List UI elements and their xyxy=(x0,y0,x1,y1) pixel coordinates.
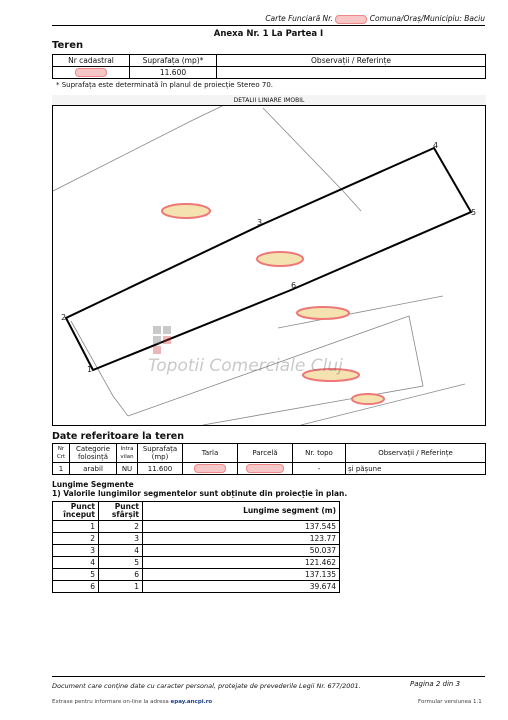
parcel-map xyxy=(52,95,486,426)
col-observatii-teren: Observații / Referințe xyxy=(346,444,486,463)
header-line xyxy=(200,14,485,24)
col-tarla: Tarla xyxy=(183,444,238,463)
neighbor-boundary xyxy=(71,321,128,416)
header-suffix: Comuna/Oraș/Municipiu: Baciu xyxy=(369,14,485,23)
point-label-2: 2 xyxy=(61,313,67,322)
watermark xyxy=(148,326,343,376)
cell-length: 39.674 xyxy=(143,581,340,593)
cell-length: 137.545 xyxy=(143,521,340,533)
table-row xyxy=(53,533,340,545)
teren-heading: Teren xyxy=(52,40,84,51)
neighbor-boundary xyxy=(53,96,243,191)
teren-table xyxy=(52,54,486,79)
col-parcela: Parcelă xyxy=(238,444,293,463)
cell-observatii-row: și pășune xyxy=(346,463,486,475)
cell-nr-cadastral xyxy=(53,67,130,79)
watermark-block xyxy=(153,326,161,334)
cell-suprafata: 11.600 xyxy=(130,67,217,79)
watermark-text: Topotii Comerciale Cluj xyxy=(148,356,343,376)
cell-length: 137.135 xyxy=(143,569,340,581)
cell-end: 4 xyxy=(99,545,143,557)
cell-suprafata-mp: 11.600 xyxy=(138,463,183,475)
col-categorie: Categorie folosință xyxy=(70,444,117,463)
footer-extract-link[interactable]: epay.ancpi.ro xyxy=(170,699,213,705)
cell-end: 6 xyxy=(99,569,143,581)
redacted-cadastral xyxy=(75,68,107,77)
cell-end: 3 xyxy=(99,533,143,545)
col-observatii: Observații / Referințe xyxy=(217,55,486,67)
cell-start: 6 xyxy=(53,581,99,593)
parcel-map-svg xyxy=(53,96,485,425)
cell-start: 5 xyxy=(53,569,99,581)
annex-title: Anexa Nr. 1 La Partea I xyxy=(213,29,324,39)
header-divider xyxy=(52,25,485,26)
lungime-subheading: 1) Valorile lungimilor segmentelor sunt obținute din proiecție în plan. xyxy=(52,489,348,498)
cell-end: 2 xyxy=(99,521,143,533)
table-row xyxy=(53,569,340,581)
cell-end: 1 xyxy=(99,581,143,593)
watermark-block xyxy=(163,326,171,334)
point-label-1: 1 xyxy=(87,365,93,374)
cell-length: 123.77 xyxy=(143,533,340,545)
redacted-tarla xyxy=(194,464,226,473)
cell-intravilan: NU xyxy=(117,463,138,475)
cell-length: 50.037 xyxy=(143,545,340,557)
cell-observatii xyxy=(217,67,486,79)
watermark-block xyxy=(153,336,161,344)
footer-form-version: Formular versiunea 1.1 xyxy=(418,699,482,705)
page-number: Pagina 2 din 3 xyxy=(410,680,461,688)
cell-start: 4 xyxy=(53,557,99,569)
table-row xyxy=(53,521,340,533)
col-nr-topo: Nr. topo xyxy=(293,444,346,463)
point-label-5: 5 xyxy=(471,208,477,217)
neighbor-boundary xyxy=(301,384,465,425)
cell-start: 3 xyxy=(53,545,99,557)
footer-legal: Document care conține date cu caracter personal, protejate de prevederile Legii Nr. 677/2001. xyxy=(52,682,361,690)
col-punct-inceput: Punct început xyxy=(53,502,99,521)
date-teren-heading: Date referitoare la teren xyxy=(52,431,184,442)
redacted-label xyxy=(257,252,303,266)
footer-extract xyxy=(52,699,212,705)
footer-extract-prefix: Extrase pentru informare on-line la adresa xyxy=(52,699,169,705)
redacted-label xyxy=(352,394,384,404)
neighbor-boundary xyxy=(263,108,361,211)
cell-parcela xyxy=(238,463,293,475)
cell-length: 121.462 xyxy=(143,557,340,569)
header-prefix: Carte Funciară Nr. xyxy=(265,14,333,23)
redacted-cf-number xyxy=(335,15,367,24)
col-punct-sfarsit: Punct sfârșit xyxy=(99,502,143,521)
col-suprafata-mp: Suprafața (mp) xyxy=(138,444,183,463)
watermark-block xyxy=(153,346,161,354)
table-row xyxy=(53,463,486,475)
map-title: DETALII LINIARE IMOBIL xyxy=(52,95,486,106)
cell-end: 5 xyxy=(99,557,143,569)
col-nr-crt: Nr Crt xyxy=(53,444,70,463)
footer-divider xyxy=(52,676,485,677)
col-nr-cadastral: Nr cadastral xyxy=(53,55,130,67)
col-lungime-label: Lungime segment (m) xyxy=(243,506,336,515)
cell-start: 1 xyxy=(53,521,99,533)
point-label-6: 6 xyxy=(291,281,297,290)
col-lungime xyxy=(143,502,340,521)
date-teren-table xyxy=(52,443,486,475)
watermark-block xyxy=(163,336,171,344)
lungime-heading: Lungime Segmente xyxy=(52,480,134,489)
point-label-3: 3 xyxy=(257,218,263,227)
redacted-label xyxy=(162,204,210,218)
cell-nr-topo: - xyxy=(293,463,346,475)
cell-nr: 1 xyxy=(53,463,70,475)
cell-tarla xyxy=(183,463,238,475)
segments-table xyxy=(52,501,340,593)
col-intravilan: Intra vilan xyxy=(117,444,138,463)
redacted-parcela xyxy=(246,464,284,473)
cell-categorie: arabil xyxy=(70,463,117,475)
projection-note: * Suprafața este determinată în planul de proiecție Stereo 70. xyxy=(56,81,274,89)
cell-start: 2 xyxy=(53,533,99,545)
table-row xyxy=(53,557,340,569)
table-row xyxy=(53,581,340,593)
table-row xyxy=(53,545,340,557)
redacted-label xyxy=(297,307,349,319)
col-suprafata: Suprafața (mp)* xyxy=(130,55,217,67)
point-label-4: 4 xyxy=(433,141,439,150)
